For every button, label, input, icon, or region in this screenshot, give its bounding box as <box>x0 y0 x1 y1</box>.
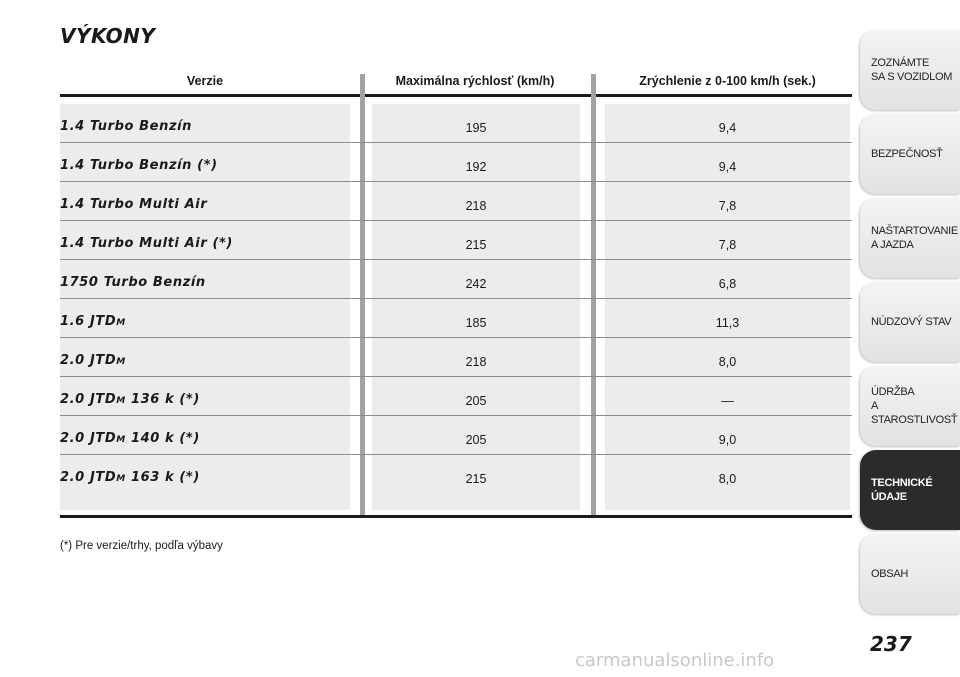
version-cell <box>60 119 192 134</box>
acceleration-cell: 7,8 <box>718 238 737 252</box>
version-cell <box>60 275 206 290</box>
version-suffix: 163 k (*) <box>125 470 200 485</box>
chapter-tab-label: ZOZNÁMTE SA S VOZIDLOM <box>871 57 953 83</box>
chapter-tab[interactable] <box>860 114 960 194</box>
version-cell <box>60 470 200 485</box>
version-name: 1.4 Turbo Multi Air <box>60 197 208 212</box>
chapter-tab-label: NAŠTARTOVANIE A JAZDA <box>871 225 958 251</box>
acceleration-cell: 8,0 <box>718 472 737 486</box>
version-cell <box>60 197 207 212</box>
chapter-tab[interactable] <box>860 534 960 614</box>
version-cell <box>60 236 233 251</box>
version-small-caps: M <box>116 357 126 367</box>
max-speed-cell: 218 <box>465 199 487 213</box>
version-name: 1.6 JTD <box>60 314 117 329</box>
max-speed-cell: 242 <box>465 277 487 291</box>
version-suffix: 140 k (*) <box>125 431 200 446</box>
chapter-tabs <box>860 30 960 618</box>
version-small-caps: M <box>116 396 126 406</box>
version-suffix: 136 k (*) <box>125 392 200 407</box>
version-small-caps: M <box>116 435 126 445</box>
column-header-version: Verzie <box>186 74 224 88</box>
column-header-acceleration: Zrýchlenie z 0-100 km/h (sek.) <box>639 74 816 88</box>
version-small-caps: M <box>116 474 126 484</box>
table-row <box>60 455 852 494</box>
acceleration-cell: 6,8 <box>718 277 737 291</box>
version-cell <box>60 431 200 446</box>
table-row <box>60 221 852 260</box>
performance-table <box>60 104 852 494</box>
column-header-max-speed: Maximálna rýchlosť (km/h) <box>395 74 555 88</box>
version-name: 2.0 JTD <box>60 353 117 368</box>
acceleration-cell: 9,4 <box>718 160 737 174</box>
max-speed-cell: 215 <box>465 472 487 486</box>
table-row <box>60 182 852 221</box>
table-bottom-rule <box>60 515 852 518</box>
version-small-caps: M <box>116 318 126 328</box>
table-row <box>60 338 852 377</box>
footnote: (*) Pre verzie/trhy, podľa výbavy <box>60 540 223 552</box>
chapter-tab-label: ÚDRŽBA A STAROSTLIVOSŤ <box>871 386 958 426</box>
version-name: 2.0 JTD <box>60 392 117 407</box>
chapter-tab-label: OBSAH <box>871 568 909 580</box>
table-row <box>60 377 852 416</box>
acceleration-cell: 8,0 <box>718 355 737 369</box>
table-row <box>60 416 852 455</box>
max-speed-cell: 205 <box>465 394 487 408</box>
version-name: 1.4 Turbo Benzín (*) <box>60 158 218 173</box>
max-speed-cell: 215 <box>465 238 487 252</box>
table-row <box>60 299 852 338</box>
chapter-tab[interactable] <box>860 366 960 446</box>
chapter-tab[interactable] <box>860 282 960 362</box>
version-name: 1.4 Turbo Multi Air (*) <box>60 236 233 251</box>
table-top-rule <box>60 94 852 97</box>
version-cell <box>60 353 126 368</box>
max-speed-cell: 205 <box>465 433 487 447</box>
watermark: carmanualsonline.info <box>575 650 775 671</box>
table-row <box>60 260 852 299</box>
version-cell <box>60 392 200 407</box>
table-row <box>60 104 852 143</box>
chapter-tab[interactable] <box>860 30 960 110</box>
version-name: 2.0 JTD <box>60 470 117 485</box>
acceleration-cell: 11,3 <box>715 316 740 330</box>
chapter-tab-label: TECHNICKÉ ÚDAJE <box>871 477 933 503</box>
max-speed-cell: 192 <box>465 160 487 174</box>
version-cell <box>60 158 218 173</box>
table-row <box>60 143 852 182</box>
acceleration-cell: 9,4 <box>718 121 737 135</box>
version-name: 1750 Turbo Benzín <box>60 275 206 290</box>
max-speed-cell: 185 <box>465 316 487 330</box>
page-title: VÝKONY <box>60 24 156 48</box>
page-number: 237 <box>870 632 912 656</box>
max-speed-cell: 195 <box>465 121 487 135</box>
chapter-tab-label: BEZPEČNOSŤ <box>871 148 943 160</box>
version-name: 1.4 Turbo Benzín <box>60 119 193 134</box>
acceleration-cell: — <box>721 394 734 408</box>
chapter-tab[interactable] <box>860 450 960 530</box>
chapter-tab[interactable] <box>860 198 960 278</box>
version-name: 2.0 JTD <box>60 431 117 446</box>
max-speed-cell: 218 <box>465 355 487 369</box>
acceleration-cell: 9,0 <box>718 433 737 447</box>
version-cell <box>60 314 126 329</box>
chapter-tab-label: NÚDZOVÝ STAV <box>871 316 952 328</box>
acceleration-cell: 7,8 <box>718 199 737 213</box>
